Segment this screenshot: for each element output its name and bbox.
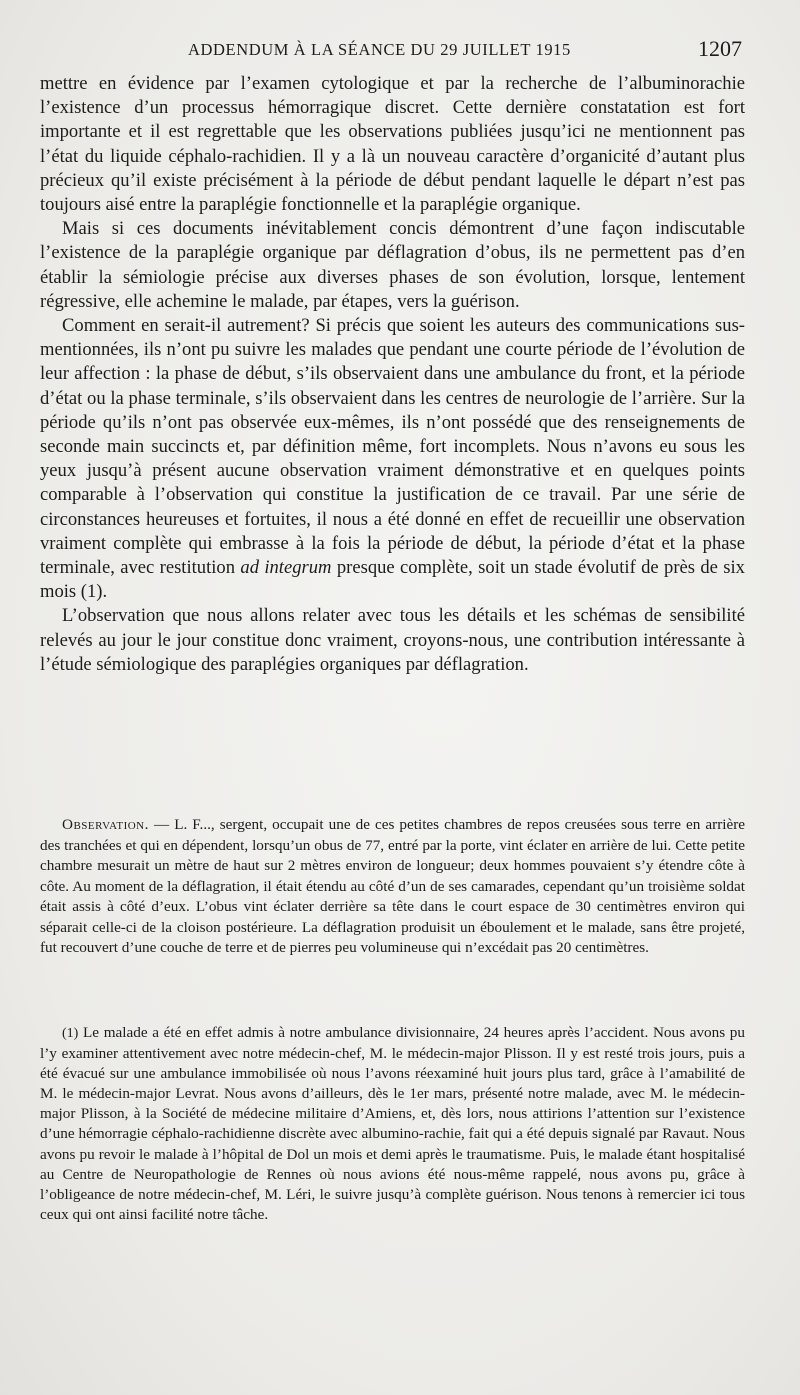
paragraph-3 [40, 314, 745, 604]
running-title: ADDENDUM À LA SÉANCE DU 29 JUILLET 1915 [188, 40, 571, 59]
main-text [40, 72, 745, 677]
paragraph-4: L’observation que nous allons relater avec tous les détails et les schémas de sensibilité relevés au jour le jour constitue donc vraiment, croyons-nous, une contribution intéressante à l’étude sémiologique des paraplégies organiques par déflagration. [40, 605, 745, 675]
paragraph-3-text-a: Comment en serait-il autrement? Si précis que soient les auteurs des communications sus-mentionnées, ils n’ont pu suivre les malades que pendant une courte période de l’évolution de leur affection : la phase de début, s’ils observaient dans une ambulance du front, et la période d’état ou la phase terminale, s’ils observaient dans les centres de neurologie de l’arrière. Sur la période qu’ils n’ont pas observée eux-mêmes, ils n’ont possédé que des renseignements de seconde main succincts et, par définition même, fort incomplets. Nous n’avons eu sous les yeux jusqu’à présent aucune observation vraiment démonstrative et en quelques points comparable à l’observation qui constitue la justification de ce travail. Par une série de circonstances heureuses et fortuites, il nous a été donné en effet de recueillir une observation vraiment complète qui embrasse à la fois la période de début, la période d’état et la phase terminale, avec restitution [40, 315, 745, 579]
observation-title: Observation. [62, 816, 149, 833]
paragraph-1: mettre en évidence par l’examen cytologique et par la recherche de l’albuminorachie l’existence d’un processus hémorragique discret. Cette dernière constatation est fort importante et il est regrettable que les observations publiées jusqu’ici ne mentionnent pas l’état du liquide céphalo-rachidien. Il y a là un nouveau caractère d’organicité d’autant plus précieux qu’il existe précisément à la période de début pendant laquelle le départ n’est pas toujours aisé entre la paraplégie fonctionnelle et la paraplégie organique. [40, 73, 745, 216]
page-number: 1207 [698, 36, 742, 61]
observation-block [40, 815, 745, 959]
observation-text: — L. F..., sergent, occupait une de ces petites chambres de repos creusées sous terre en arrière des tranchées et qui en dépendent, lorsqu’un obus de 77, entré par la porte, vint éclater en arrière de lui. Cette petite chambre mesurait un mètre de haut sur 2 mètres environ de longueur; deux hommes pouvaient s’y étendre côte à côte. Au moment de la déflagration, il était étendu au côté d’un de ses camarades, cependant qu’un troisième soldat était assis à côté d’eux. L’obus vint éclater derrière sa tête dans le court espace de 30 centimètres environ qui séparait celle-ci de la cloison postérieure. La déflagration produisit un éboulement et le malade, sans être projeté, fut recouvert d’une couche de terre et de pierres peu volumineuse qui n’excédait pas 20 centimètres. [40, 816, 746, 956]
footnote-text: Le malade a été en effet admis à notre ambulance divisionnaire, 24 heures après l’accident. Nous avons pu l’y examiner attentivement avec notre médecin-chef, M. le médecin-major Plisson. Il y est resté trois jours, puis a été évacué sur une ambulance immobilisée où nous l’avons réexaminé huit jours plus tard, grâce à l’amabilité de M. le médecin-major Levrat. Nous avons d’ailleurs, dès le 1er mars, présenté notre malade, avec M. le médecin-major Plisson, à la Société de médecine militaire d’Amiens, et, dès lors, nous attirions l’attention sur l’existence d’une hémorragie céphalo-rachidienne discrète avec albumino-rachie, fait qui a été depuis signalé par Ravaut. Nous avons pu revoir le malade à l’hôpital de Dol un mois et demi après le traumatisme. Puis, le malade étant hospitalisé au Centre de Neuropathologie de Rennes où nous avions été nous-même rappelé, nous avons pu, grâce à l’obligeance de notre médecin-chef, M. Léri, le suivre jusqu’à complète guérison. Nous tenons à remercier ici tous ceux qui ont ainsi facilité notre tâche. [40, 1024, 745, 1223]
footnote-paragraph [40, 1023, 745, 1225]
page-header [40, 36, 742, 66]
paragraph-2: Mais si ces documents inévitablement concis démontrent d’une façon indiscutable l’existence de la paraplégie organique par déflagration d’obus, ils ne permettent pas d’en établir la sémiologie précise aux diverses phases de son évolution, lorsque, lentement régressive, elle achemine le malade, par étapes, vers la guérison. [40, 218, 745, 312]
footnote-mark: (1) [62, 1026, 79, 1041]
paragraph-3-text-b: presque complète, soit un stade évolutif de près de six mois (1). [40, 557, 745, 603]
footnote [40, 1023, 745, 1225]
observation-paragraph [40, 815, 745, 959]
paragraph-3-italic: ad integrum [240, 557, 332, 579]
